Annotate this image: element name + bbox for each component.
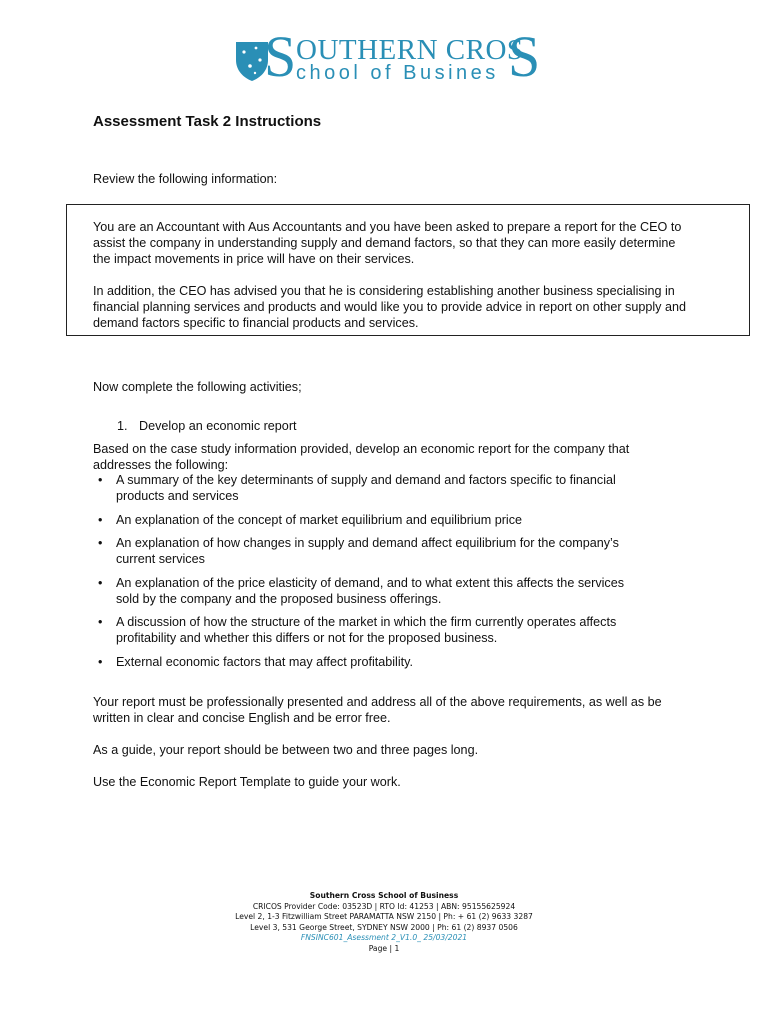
logo-letter-s: S bbox=[264, 24, 297, 89]
footer-page-number: Page | 1 bbox=[368, 943, 400, 953]
activities-intro: Now complete the following activities; bbox=[93, 380, 302, 394]
footer-school-name: Southern Cross School of Business bbox=[309, 891, 459, 900]
closing-paragraph-3: Use the Economic Report Template to guide your work. bbox=[93, 775, 401, 789]
logo-text-top: OUTHERN CROS bbox=[296, 34, 524, 66]
case-paragraph-2: In addition, the CEO has advised you that he is considering establishing another business specialising in financial planning services and products and would like you to provide advice in report on other supply and demand factors specific to financial products and services. bbox=[93, 284, 686, 330]
school-logo bbox=[234, 24, 544, 89]
activity-number: 1. bbox=[117, 419, 128, 433]
activity-label: Develop an economic report bbox=[139, 419, 297, 433]
intro-text: Review the following information: bbox=[93, 172, 278, 186]
footer-codes: CRICOS Provider Code: 03523D | RTO Id: 41253 | ABN: 95155625924 bbox=[252, 901, 516, 911]
case-paragraph-1: You are an Accountant with Aus Accountants and you have been asked to prepare a report for the CEO to assist the company in understanding supply and demand factors, so that they can more easily determine the impact movements in price will have on their services. bbox=[93, 220, 682, 266]
footer-address-1: Level 2, 1-3 Fitzwilliam Street PARAMATTA NSW 2150 | Ph: + 61 (2) 9633 3287 bbox=[235, 912, 533, 921]
footer-address-2: Level 3, 531 George Street, SYDNEY NSW 2000 | Ph: 61 (2) 8937 0506 bbox=[250, 922, 518, 932]
activity-item bbox=[117, 419, 297, 433]
closing-paragraph-2: As a guide, your report should be between two and three pages long. bbox=[93, 743, 479, 757]
case-study-box bbox=[66, 204, 750, 336]
logo-letter-s-end: S bbox=[508, 24, 541, 89]
closing-paragraph-1: Your report must be professionally presented and address all of the above requirements, as well as be written in clear and concise English and be error free. bbox=[93, 695, 662, 725]
activity-description: Based on the case study information provided, develop an economic report for the company that addresses the following: bbox=[93, 442, 630, 472]
page-footer bbox=[0, 891, 768, 954]
footer-document-ref: FNSINC601_Asessment 2_V1.0_ 25/03/2021 bbox=[300, 933, 468, 942]
logo-text-bottom: chool of Busines bbox=[296, 62, 499, 84]
page-title: Assessment Task 2 Instructions bbox=[93, 113, 322, 130]
